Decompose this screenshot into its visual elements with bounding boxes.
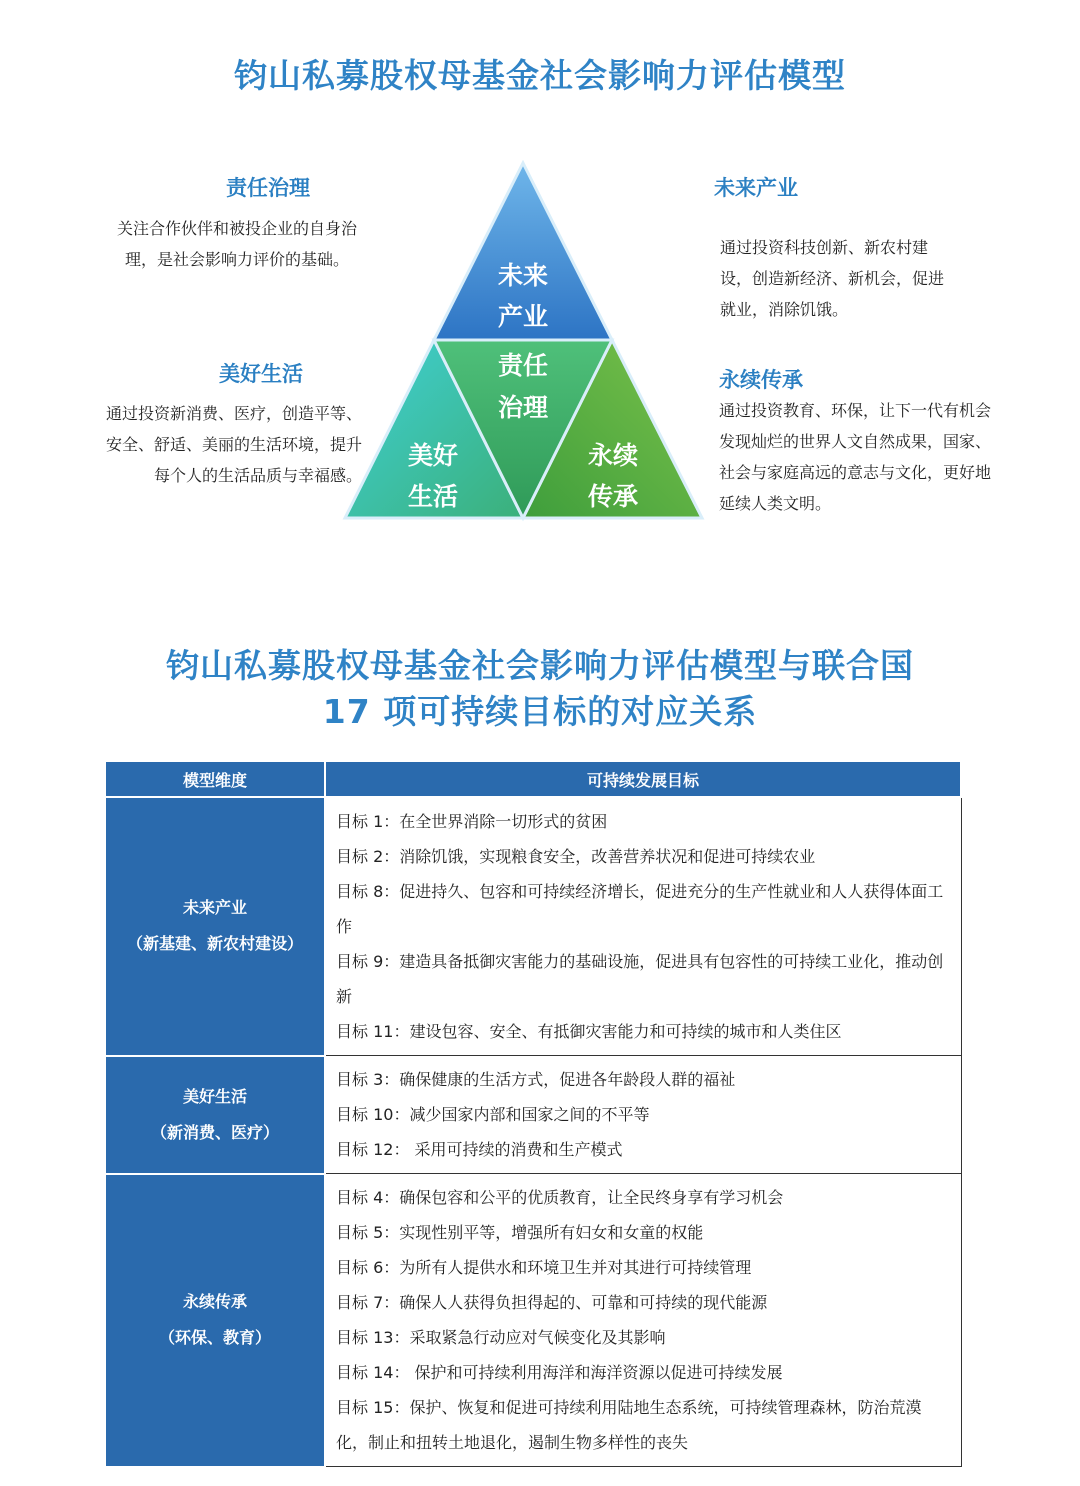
future-industry-heading: 未来产业 — [714, 176, 798, 200]
better-life-line: 安全、舒适、美丽的生活环境，提升 — [105, 435, 362, 454]
pyramid-right-label-2: 传承 — [587, 482, 639, 511]
table-row — [106, 1174, 961, 1467]
dimension-cell — [106, 1056, 325, 1174]
section-title-line-2: 17 项可持续目标的对应关系 — [322, 692, 758, 731]
pyramid-top-label-2: 产业 — [497, 302, 549, 331]
dimension-name: 未来产业 — [182, 898, 247, 918]
goal-item: 目标 2：消除饥饿，实现粮食安全，改善营养状况和促进可持续农业 — [336, 847, 816, 866]
better-life-heading: 美好生活 — [219, 362, 303, 386]
pyramid-top-label-1: 未来 — [497, 261, 549, 290]
dimension-name: 永续传承 — [182, 1292, 247, 1311]
goals-cell — [325, 1056, 961, 1174]
governance-heading: 责任治理 — [226, 176, 310, 200]
legacy-line: 延续人类文明。 — [719, 494, 832, 513]
goal-item: 目标 4：确保包容和公平的优质教育，让全民终身享有学习机会 — [336, 1188, 784, 1207]
goal-item: 目标 5：实现性别平等，增强所有妇女和女童的权能 — [336, 1223, 704, 1242]
future-industry-line: 通过投资科技创新、新农村建 — [720, 238, 929, 257]
legacy-heading: 永续传承 — [719, 368, 803, 392]
goals-cell — [325, 1174, 961, 1467]
goal-item: 目标 8：促进持久、包容和可持续经济增长，促进充分的生产性就业和人人获得体面工作 — [336, 882, 944, 936]
pyramid-diagram — [340, 160, 710, 525]
governance-line: 关注合作伙伴和被投企业的自身治 — [116, 219, 357, 238]
pyramid-center-label-1: 责任 — [497, 351, 549, 380]
goal-item: 目标 6：为所有人提供水和环境卫生并对其进行可持续管理 — [336, 1258, 752, 1277]
goal-item: 目标 12： 采用可持续的消费和生产模式 — [336, 1140, 623, 1159]
legacy-line: 通过投资教育、环保，让下一代有机会 — [719, 401, 992, 420]
goal-item: 目标 15：保护、恢复和促进可持续利用陆地生态系统，可持续管理森林，防治荒漠化，制止和扭转土地退化，遏制生物多样性的丧失 — [336, 1398, 922, 1452]
goal-item: 目标 10：减少国家内部和国家之间的不平等 — [336, 1105, 650, 1124]
dimension-sub: （新基建、新农村建设） — [126, 934, 303, 954]
governance-text — [92, 213, 382, 275]
future-industry-text — [720, 232, 1000, 325]
goal-item: 目标 7：确保人人获得负担得起的、可靠和可持续的现代能源 — [336, 1293, 768, 1312]
better-life-line: 通过投资新消费、医疗，创造平等、 — [105, 404, 362, 423]
table-row — [106, 1056, 961, 1174]
goal-item: 目标 14： 保护和可持续利用海洋和海洋资源以促进可持续发展 — [336, 1363, 783, 1382]
dimension-cell — [106, 797, 325, 1056]
page-title: 钧山私募股权母基金社会影响力评估模型 — [234, 56, 846, 95]
sdg-mapping-table — [106, 762, 962, 1468]
goal-item: 目标 9：建造具备抵御灾害能力的基础设施，促进具有包容性的可持续工业化，推动创新 — [336, 952, 944, 1006]
dimension-name: 美好生活 — [182, 1086, 247, 1106]
better-life-line: 每个人的生活品质与幸福感。 — [153, 466, 362, 485]
pyramid-left-label-1: 美好 — [407, 441, 459, 470]
goal-item: 目标 13：采取紧急行动应对气候变化及其影响 — [336, 1328, 666, 1347]
header-goals: 可持续发展目标 — [325, 762, 961, 797]
goal-item: 目标 3：确保健康的生活方式，促进各年龄段人群的福祉 — [336, 1070, 736, 1089]
pyramid-left-label-2: 生活 — [407, 482, 459, 511]
pyramid-right-label-1: 永续 — [587, 441, 639, 470]
legacy-line: 发现灿烂的世界人文自然成果，国家、 — [719, 432, 992, 451]
goal-item: 目标 11：建设包容、安全、有抵御灾害能力和可持续的城市和人类住区 — [336, 1022, 842, 1041]
future-industry-line: 设，创造新经济、新机会，促进 — [720, 269, 945, 288]
section-title-line-1: 钧山私募股权母基金社会影响力评估模型与联合国 — [166, 646, 914, 685]
legacy-line: 社会与家庭高远的意志与文化，更好地 — [719, 463, 992, 482]
pyramid-center-label-2: 治理 — [497, 393, 549, 422]
governance-line: 理，是社会影响力评价的基础。 — [124, 250, 349, 269]
future-industry-line: 就业，消除饥饿。 — [720, 300, 849, 319]
dimension-sub: （新消费、医疗） — [150, 1122, 279, 1142]
table-header-row — [106, 762, 961, 797]
legacy-text — [719, 395, 1039, 519]
header-dimension: 模型维度 — [106, 762, 325, 797]
dimension-sub: （环保、教育） — [158, 1328, 271, 1347]
better-life-text — [62, 398, 362, 491]
goals-cell — [325, 797, 961, 1056]
dimension-cell — [106, 1174, 325, 1467]
table-row — [106, 797, 961, 1056]
goal-item: 目标 1：在全世界消除一切形式的贫困 — [336, 812, 608, 831]
